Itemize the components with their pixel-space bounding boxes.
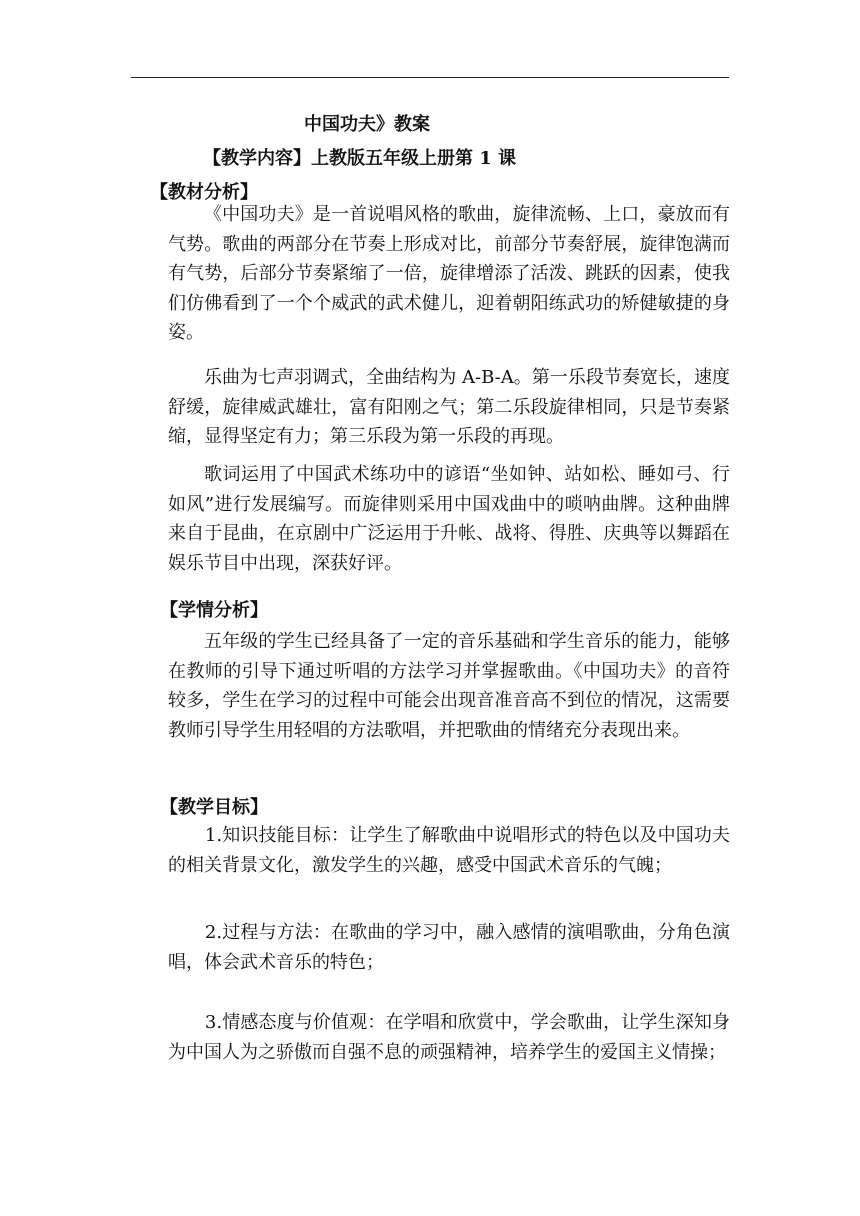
teaching-content-line: 【教学内容】上教版五年级上册第 1 课 xyxy=(203,148,517,169)
goal-item-3: 3.情感态度与价值观：在学唱和欣赏中，学会歌曲，让学生深知身为中国人为之骄傲而自强不息的顽强精神，培养学生的爱国主义情操； xyxy=(168,1012,730,1063)
goal-item-2: 2.过程与方法：在歌曲的学习中，融入感情的演唱歌曲，分角色演唱，体会武术音乐的特色； xyxy=(168,922,730,973)
goal-item-1: 1.知识技能目标：让学生了解歌曲中说唱形式的特色以及中国功夫的相关背景文化，激发学生的兴趣，感受中国武术音乐的气魄； xyxy=(168,825,730,876)
header-rule xyxy=(131,77,729,78)
document-title: 中国功夫》教案 xyxy=(304,114,430,135)
material-paragraph-1: 《中国功夫》是一首说唱风格的歌曲，旋律流畅、上口，豪放而有气势。歌曲的两部分在节奏上形成对比，前部分节奏舒展，旋律饱满而有气势，后部分节奏紧缩了一倍，旋律增添了活泼、跳跃的因素，使我们仿佛看到了一个个威武的武术健儿，迎着朝阳练武功的矫健敏捷的身姿。 xyxy=(168,204,730,344)
teaching-goals-heading: 【教学目标】 xyxy=(160,797,268,818)
material-paragraph-2: 乐曲为七声羽调式，全曲结构为 A-B-A。第一乐段节奏宽长，速度舒缓，旋律威武雄壮，富有阳刚之气；第二乐段旋律相同，只是节奏紧缩，显得坚定有力；第三乐段为第一乐段的再现。 xyxy=(168,367,730,448)
student-analysis-paragraph: 五年级的学生已经具备了一定的音乐基础和学生音乐的能力，能够在教师的引导下通过听唱的方法学习并掌握歌曲。《中国功夫》的音符较多，学生在学习的过程中可能会出现音准音高不到位的情况，这需要教师引导学生用轻唱的方法歌唱，并把歌曲的情绪充分表现出来。 xyxy=(168,631,730,741)
material-paragraph-3: 歌词运用了中国武术练功中的谚语“坐如钟、站如松、睡如弓、行如风”进行发展编写。而旋律则采用中国戏曲中的唢呐曲牌。这种曲牌来自于昆曲，在京剧中广泛运用于升帐、战将、得胜、庆典等以舞蹈在娱乐节目中出现，深获好评。 xyxy=(168,464,730,574)
material-analysis-heading: 【教材分析】 xyxy=(150,182,258,203)
student-analysis-heading: 【学情分析】 xyxy=(160,600,268,621)
